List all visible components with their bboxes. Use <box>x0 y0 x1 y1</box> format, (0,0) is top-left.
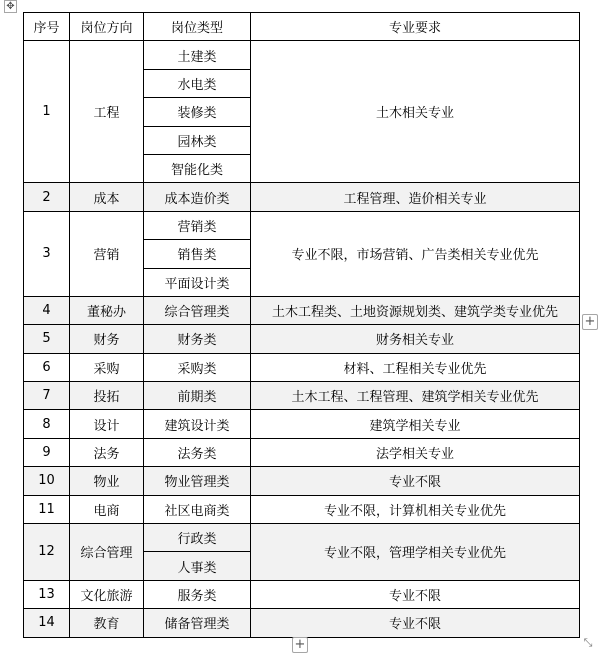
cell-type: 园林类 <box>144 126 251 154</box>
cell-direction: 营销 <box>70 211 144 296</box>
cell-direction: 物业 <box>70 467 144 495</box>
cell-requirement: 专业不限，计算机相关专业优先 <box>251 495 580 523</box>
table-header-row <box>24 13 580 41</box>
add-column-button[interactable]: + <box>582 314 598 330</box>
table-row <box>24 325 580 353</box>
requirements-table <box>23 12 580 638</box>
cell-direction: 工程 <box>70 41 144 183</box>
cell-no: 2 <box>24 183 70 211</box>
cell-no: 13 <box>24 580 70 608</box>
cell-type: 成本造价类 <box>144 183 251 211</box>
cell-direction: 财务 <box>70 325 144 353</box>
cell-no: 14 <box>24 609 70 637</box>
cell-direction: 综合管理 <box>70 524 144 581</box>
table-row <box>24 495 580 523</box>
header-no: 序号 <box>24 13 70 41</box>
cell-requirement: 专业不限，市场营销、广告类相关专业优先 <box>251 211 580 296</box>
header-type: 岗位类型 <box>144 13 251 41</box>
cell-requirement: 工程管理、造价相关专业 <box>251 183 580 211</box>
table-body <box>24 41 580 637</box>
cell-requirement: 专业不限，管理学相关专业优先 <box>251 524 580 581</box>
table-row <box>24 296 580 324</box>
cell-type: 装修类 <box>144 98 251 126</box>
cell-requirement: 专业不限 <box>251 580 580 608</box>
cell-requirement: 专业不限 <box>251 467 580 495</box>
cell-type: 智能化类 <box>144 154 251 182</box>
cell-type: 储备管理类 <box>144 609 251 637</box>
cell-type: 土建类 <box>144 41 251 69</box>
cell-type: 营销类 <box>144 211 251 239</box>
cell-requirement: 材料、工程相关专业优先 <box>251 353 580 381</box>
cell-type: 法务类 <box>144 438 251 466</box>
cell-no: 11 <box>24 495 70 523</box>
header-requirement: 专业要求 <box>251 13 580 41</box>
table-row <box>24 609 580 637</box>
table-row <box>24 467 580 495</box>
table-row <box>24 183 580 211</box>
cell-type: 人事类 <box>144 552 251 580</box>
cell-no: 7 <box>24 382 70 410</box>
cell-type: 前期类 <box>144 382 251 410</box>
cell-no: 3 <box>24 211 70 296</box>
table-move-handle-icon[interactable]: ✥ <box>4 0 17 13</box>
cell-requirement: 专业不限 <box>251 609 580 637</box>
table-row <box>24 41 580 69</box>
cell-type: 行政类 <box>144 524 251 552</box>
cell-direction: 董秘办 <box>70 296 144 324</box>
cell-type: 社区电商类 <box>144 495 251 523</box>
cell-requirement: 土木工程、工程管理、建筑学相关专业优先 <box>251 382 580 410</box>
cell-no: 10 <box>24 467 70 495</box>
table-resize-icon[interactable]: ⤡ <box>583 636 593 649</box>
cell-no: 4 <box>24 296 70 324</box>
cell-type: 水电类 <box>144 69 251 97</box>
table-row <box>24 580 580 608</box>
cell-type: 财务类 <box>144 325 251 353</box>
cell-no: 9 <box>24 438 70 466</box>
cell-requirement: 建筑学相关专业 <box>251 410 580 438</box>
cell-type: 采购类 <box>144 353 251 381</box>
cell-requirement: 法学相关专业 <box>251 438 580 466</box>
cell-direction: 文化旅游 <box>70 580 144 608</box>
table-row <box>24 353 580 381</box>
cell-no: 1 <box>24 41 70 183</box>
cell-type: 销售类 <box>144 240 251 268</box>
table-row <box>24 410 580 438</box>
table-row <box>24 211 580 239</box>
cell-no: 6 <box>24 353 70 381</box>
table-row <box>24 524 580 552</box>
cell-direction: 电商 <box>70 495 144 523</box>
cell-no: 12 <box>24 524 70 581</box>
cell-type: 物业管理类 <box>144 467 251 495</box>
cell-direction: 投拓 <box>70 382 144 410</box>
cell-type: 服务类 <box>144 580 251 608</box>
cell-direction: 教育 <box>70 609 144 637</box>
header-direction: 岗位方向 <box>70 13 144 41</box>
add-row-button[interactable]: + <box>292 637 308 653</box>
cell-direction: 采购 <box>70 353 144 381</box>
cell-requirement: 土木相关专业 <box>251 41 580 183</box>
cell-type: 平面设计类 <box>144 268 251 296</box>
cell-requirement: 财务相关专业 <box>251 325 580 353</box>
cell-type: 建筑设计类 <box>144 410 251 438</box>
cell-no: 8 <box>24 410 70 438</box>
cell-direction: 法务 <box>70 438 144 466</box>
table-row <box>24 438 580 466</box>
table-row <box>24 382 580 410</box>
cell-direction: 设计 <box>70 410 144 438</box>
cell-type: 综合管理类 <box>144 296 251 324</box>
cell-requirement: 土木工程类、土地资源规划类、建筑学类专业优先 <box>251 296 580 324</box>
cell-no: 5 <box>24 325 70 353</box>
cell-direction: 成本 <box>70 183 144 211</box>
